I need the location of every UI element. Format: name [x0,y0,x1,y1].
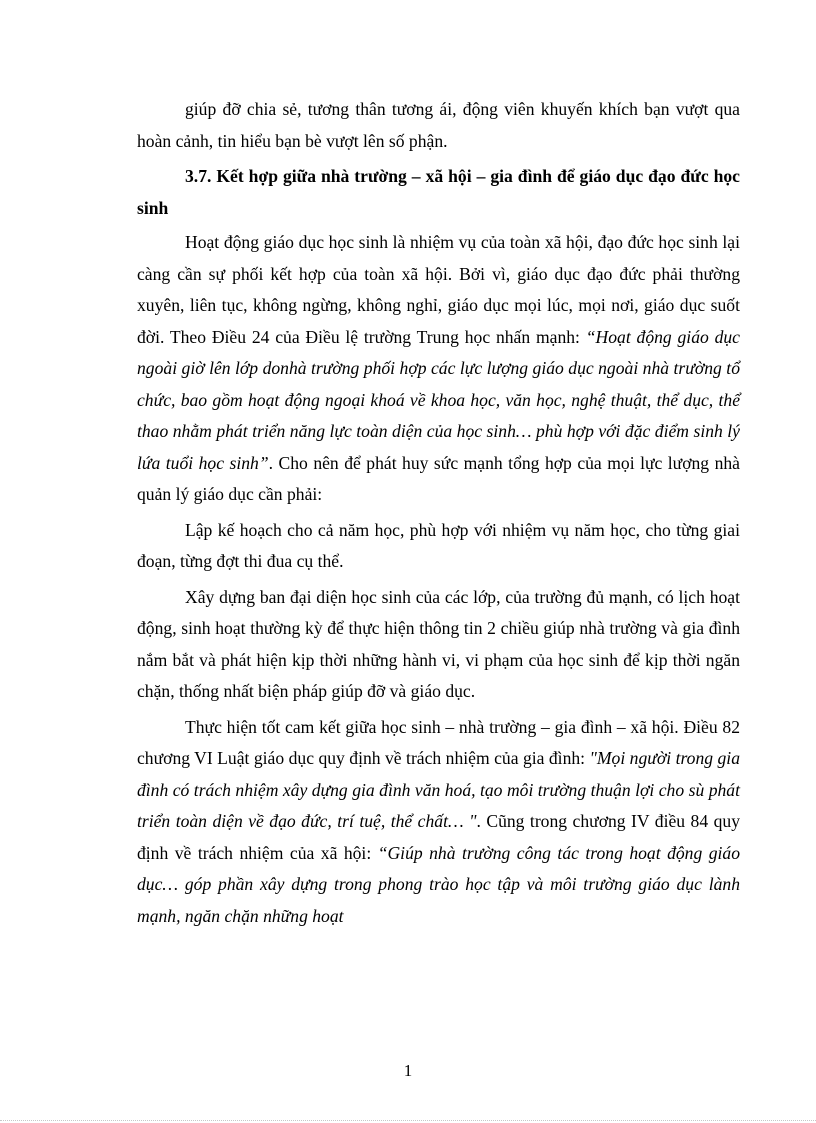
section-heading: 3.7. Kết hợp giữa nhà trường – xã hội – gia đình để giáo dục đạo đức học sinh [137,166,740,218]
law-article-84-quote: “Giúp nhà trường công tác trong hoạt động giáo dục… góp phần xây dựng trong phong trào học tập và môi trường giáo dục lành mạnh, ngăn chặn những hoạt [137,842,741,926]
paragraph-commitment-text: Thực hiện tốt cam kết giữa học sinh – nhà trường – gia đình – xã hội. Điều 82 chương VI Luật giáo dục quy định về trách nhiệm của gia đình: [137,716,740,768]
charter-article-24-quote: “Hoạt động giáo dục ngoài giờ lên lớp donhà trường phối hợp các lực lượng giáo dục ngoài nhà trường tổ chức, bao gồm hoạt động ngoại khoá về khoa học, văn học, nghệ thuật, thể dục, thể thao nhằm phát triển năng lực toàn diện của học sinh… phù hợp với đặc điểm sinh lý lứa tuổi học sinh” [137,326,740,473]
law-article-82-quote: "Mọi người trong gia đình có trách nhiệm xây dựng gia đình văn hoá, tạo môi trường thuận lợi cho sù phát triển toàn diện về đạo đức, trí tuệ, thể chất… " [137,748,740,831]
paragraph-cooperation [137,227,740,511]
page-number: 1 [403,1061,413,1080]
intro-paragraph: giúp đỡ chia sẻ, tương thân tương ái, động viên khuyến khích bạn vượt qua hoàn cảnh, tin hiểu bạn bè vượt lên số phận. [137,99,740,151]
page-bottom-divider [0,1120,816,1121]
paragraph-commitment [137,712,740,933]
paragraph-cooperation-text: Hoạt động giáo dục học sinh là nhiệm vụ của toàn xã hội, đạo đức học sinh lại càng cần sự phối kết hợp của toàn xã hội. Bởi vì, giáo dục đạo đức phải thường xuyên, liên tục, không ngừng, không nghỉ, giáo dục mọi lúc, mọi nơi, giáo dục suốt đời. Theo Điều 24 của Điều lệ trường Trung học nhấn mạnh: [137,232,740,347]
paragraph-planning: Lập kế hoạch cho cả năm học, phù hợp với nhiệm vụ năm học, cho từng giai đoạn, từng đợt thi đua cụ thể. [137,519,740,571]
paragraph-cooperation-tail: . Cho nên để phát huy sức mạnh tổng hợp của mọi lực lượng nhà quản lý giáo dục cần phải: [137,452,740,504]
document-page [137,94,740,936]
paragraph-student-board: Xây dựng ban đại diện học sinh của các lớp, của trường đủ mạnh, có lịch hoạt động, sinh hoạt thường kỳ để thực hiện thông tin 2 chiều giúp nhà trường và gia đình nắm bắt và phát hiện kịp thời những hành vi, vi phạm của học sinh để kịp thời ngăn chặn, thống nhất biện pháp giúp đỡ và giáo dục. [137,586,740,701]
paragraph-commitment-middle: . Cũng trong chương IV điều 84 quy định về trách nhiệm của xã hội: [137,811,740,863]
